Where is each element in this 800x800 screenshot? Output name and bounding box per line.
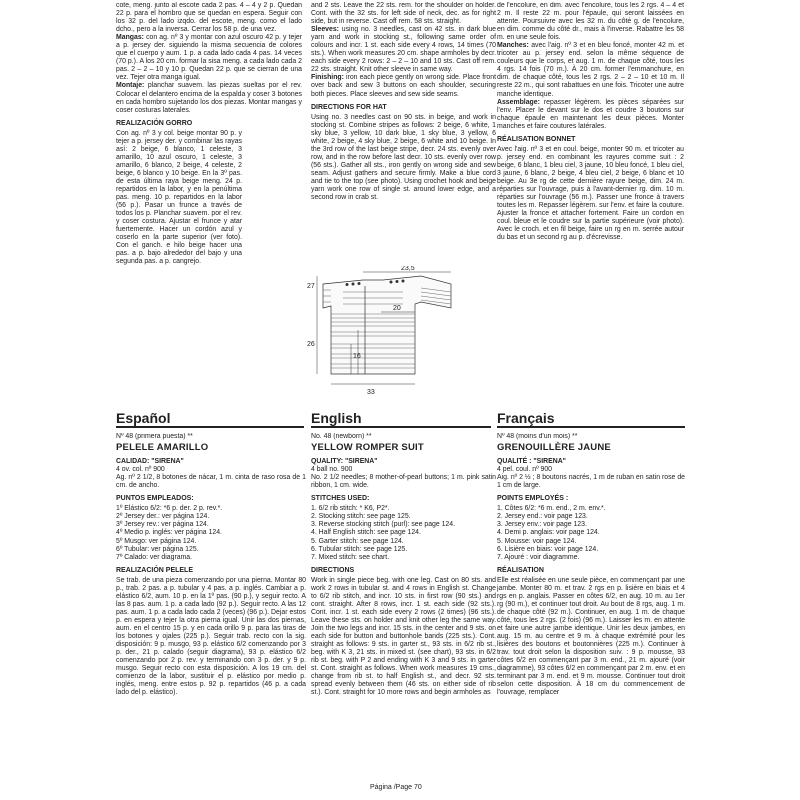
- fr-manches-text: avec l'aig. nº 3 et en bleu foncé, monter 42 m. et tricoter au p. jersey end. selon la même séquence de couleurs que le corps, et aug. 1 m. de chaque côté, tous les 4 rgs. 14 fois (70 m.). À 20 cm. former l'emmanchure, en dim. de chaque côté, tous les 2 rgs. 2 – 2 – 10 et 10 m. Il reste 22 m., qui sont rabattues en une fois. Tricoter une autre manche identique.: [497, 42, 684, 98]
- en-sleeves-text: using no. 3 needles, cast on 42 sts. in dark blue yarn and work in stocking st., following same order of colours and incr. 1 st. each side every 4 rows, 14 times (70 sts.). When work measures 20 cm. shape armholes by decr. each side every 2 rows: 2 – 2 – 10 and 10 sts. Cast off rem. 22 sts. straight. Knit other sleeve in same way.: [311, 26, 496, 74]
- page-footer: Página /Page 70: [370, 784, 422, 791]
- en-hat-text: Using no. 3 needles cast on 90 sts. in beige, and work in stocking st. Combine stripes as follows: 2 beige, 6 white, 1 sky blue, 3 yellow, 10 dark blue, 1 sky blue, 3 yellow, 6 white, 2 beige, 4 sky blue, 2 beige, 6 white and 10 beige. In the 3rd row of the last beige stripe, decr. 24 sts. evenly over row, and in the row before last decr. 10 sts. evenly over row (56 sts.). Gather all sts., iron gently on wrong side and sew seam. Adjust gathers and secure firmly. Make a blue cord and tie to the top (see photo). Using crochet hook and beige yarn work one row of single st. around lower edge, and a second row in crab st.: [311, 113, 496, 202]
- list-item: 4. Demi p. anglais: voir page 124.: [497, 529, 600, 537]
- fr-realisation-heading: RÉALISATION: [497, 566, 544, 574]
- dim-label-20: 20: [393, 305, 401, 312]
- top-spanish-column: [116, 2, 302, 386]
- es-puntos-heading: PUNTOS EMPLEADOS:: [116, 495, 194, 503]
- list-item: 5º Musgo: ver página 124.: [116, 537, 197, 545]
- dim-label-16: 16: [353, 353, 361, 360]
- list-item: 7. Ajouré : voir diagramme.: [497, 553, 580, 561]
- dim-label-23-5: 23,5: [401, 266, 415, 272]
- es-montaje-text: planchar suavem. las piezas sueltas por el rev. Colocar el delantero encima de la espalda y coser 3 botones en cada hombro sujetando los dos piezas. Montar mangas y coser costuras laterales.: [116, 82, 302, 114]
- top-english-column: [311, 2, 496, 230]
- dim-label-26: 26: [307, 341, 315, 348]
- es-puntos-list: [116, 505, 306, 561]
- list-item: 4º Medio p. inglés: ver página 124.: [116, 529, 222, 537]
- fr-assemblage-label: Assemblage:: [497, 98, 540, 106]
- list-item: 2. Stocking stitch: see page 125.: [311, 513, 411, 521]
- en-material: 4 ball no. 900 No. 2 1/2 needles; 8 mother-of-pearl buttons; 1 m. pink satin ribbon, 1 cm. wide.: [311, 466, 496, 490]
- fr-manches-label: Manches:: [497, 42, 529, 50]
- en-directions-heading: DIRECTIONS: [311, 566, 355, 574]
- en-pattern-number: No. 48 (newborn) **: [311, 433, 372, 440]
- en-finishing-text: iron each piece gently on wrong side. Place front over back and sew 3 buttons on each shoulder, securing both pieces. Place sleeves and sew side seams.: [311, 74, 496, 98]
- bottom-spanish-column: [116, 433, 306, 795]
- es-mangas-text: con ag. nº 3 y montar con azul oscuro 42 p. y tejer a p. jersey der. siguiendo la misma secuencia de colores que el cuerpo y aum. 1 p. a cada lado cada 4 pas. 14 veces (70 p.). A los 20 cm. formar la sisa meng. a cada lado cada 2 pas. 2 – 2 – 10 y 10 p. Quedan 22 p. que se cierran de una vez. Tejer otra manga igual.: [116, 34, 302, 82]
- bottom-english-column: [311, 433, 496, 785]
- fr-assemblage-text: repasser légèrem. les pièces séparées sur l'env. Placer le devant sur le dos et coudre 3 boutons sur chaque épaule en maintenant les deux pièces. Monter manches et faire coutures latérales.: [497, 98, 684, 130]
- list-item: 1. Côtes 6/2: *6 m. end., 2 m. env.*.: [497, 505, 606, 513]
- list-item: 4. Half English stitch: see page 124.: [311, 529, 421, 537]
- en-finishing-label: Finishing:: [311, 74, 344, 82]
- es-gorro-heading: REALIZACIÓN GORRO: [116, 119, 193, 127]
- bottom-french-column: [497, 433, 685, 795]
- es-gorro-text: Con ag. nº 3 y col. beige montar 90 p. y tejer a p. jersey der. y combinar las rayas así: 2 beige, 6 blanco, 1 celeste, 3 amarillo, 10 azul oscuro, 1 celeste, 3 amarillo, 6 blanco, 2 beige, 4 celeste, 2 beige, 6 blanco y 10 beige. En la 3º pas. de esta última raya beige meng. 24 p. repartidos en la labor, y en la penúltima pas. meng. 10 p. repartidos en la labor (56 p.). Pasar un frunce a través de todos los p. Planchar suavem. por el rev. y coser costura. Ajustar el frunce y atar fuertemente. Hacer un cordón azul y coserlo en la parte superior (ver foto). Con el ganch. e hilo beige hacer una pas. a p. bajo alrededor del bajo y una segunda pas. a p. cangrejo.: [116, 129, 242, 266]
- fr-bonnet-heading: RÉALISATION BONNET: [497, 135, 576, 143]
- list-item: 1º Elástico 6/2: *6 p. der. 2 p. rev.*.: [116, 505, 223, 513]
- es-mangas-label: Mangas:: [116, 34, 144, 42]
- fr-intro: de l'encolure, en dim. avec l'encolure, tous les 2 rgs. 4 – 4 et 2 m. Il reste 22 m. pour l'épaule, qui seront laissées en attente. Poursuivre avec les 32 m. du côté g. de l'encolure, en dim. comme du côté dr., mais à l'inverse. Rabattre les 58 m. en une seule fois.: [497, 2, 684, 42]
- list-item: 6. Tubular stitch: see page 125.: [311, 545, 408, 553]
- list-item: 5. Mousse: voir page 124.: [497, 537, 577, 545]
- rule-english: [311, 426, 491, 428]
- heading-espanol: Español: [116, 410, 171, 426]
- list-item: 3. Reverse stocking stitch (purl): see page 124.: [311, 521, 456, 529]
- fr-material: 4 pel. coul. nº 900 Aig. nº 2 ½ ; 8 boutons nacrés, 1 m de ruban en satin rose de 1 cm de large.: [497, 466, 685, 490]
- en-pattern-title: YELLOW ROMPER SUIT: [311, 442, 424, 454]
- list-item: 5. Garter stitch: see page 124.: [311, 537, 404, 545]
- es-intro: cote, meng. junto al escote cada 2 pas. 4 – 4 y 2 p. Quedan 22 p. para el hombro que se quedan en espera. Seguir con los 32 p. del lado izqdo. del escote, meng. como el lado dcho., pero a la inversa. Cerrar los 58 p. de una vez.: [116, 2, 302, 34]
- heading-english: English: [311, 410, 362, 426]
- list-item: 2º Jersey der.: ver página 124.: [116, 513, 210, 521]
- en-directions-text: Work in single piece beg. with one leg. Cast on 80 sts. and work 2 rows in tubular st. and 4 rows in English st. Change to 6/2 rib stitch, and incr. 10 sts. in first row (90 sts.) and cont. straight. After 8 rows, incr. 1 st. each side (92 sts.). Cont. incr. 1 st. each side every 2 rows (2 times) (96 sts.). Leave these sts. on holder and knit other leg the same way. Join the two legs and incr. 15 sts. in the center and 9 sts. on each side for button and buttonhole bands (225 sts.). Cont. straight as follows: 9 sts. in garter st., 93 sts. in 6/2 rib st., beg. with K 3, 21 sts. in mixed st. (see chart), 93 sts. in 6/2 rib st. beg. with P 2 and ending with K 3 and 9 sts. in garter st. Cont. straight as follows. When work measures 19 cms., change from rib st. to half English st., and decr. 92 sts. spread evenly between them (46 sts. on either side of rib st.). Cont. straight for 10 more rows and begin armholes as: [311, 576, 496, 697]
- es-calidad: CALIDAD: "SIRENA": [116, 458, 184, 466]
- en-hat-heading: DIRECTIONS FOR HAT: [311, 103, 387, 111]
- es-realizacion-text: Se trab. de una pieza comenzando por una pierna. Montar 80 p., trab. 2 pas. a p. tubular y 4 pas. a p. inglés. Cambiar a p. elástico 6/2, aum. 10 p. en la 1º pas. (90 p.), y seguir recto. A las 8 pas. aum. 1 p. a cada lado (92 p.). Seguir recto. A las 12 pas. aum. 1 p. a cada lado cada 2 (veces) (96 p.). Dejar estos p. en espera y tejer la otra pierna igual. Unir las dos piernas, aum. en el centro 15 p. y en cada orillo 9 p. para las tiras de los botones y ojales (225 p.). Seguir trab. recto con la sig. disposición: 9 p. musgo, 93 p. elástico 6/2 comenzando por 3 p. der., 21 p. calado (seguir diagrama), 93 p. elástico 6/2 comenzando por 2 p. rev. y terminando con 3 p. der. y 9 p. musgo. Seguir recto con esta disposición. A los 19 cm. del comienzo de la labor, sustituir el p. elástico por medio p. inglés, meng. entre estos p. 92 p. repartidos (46 p. a cada lado del p. elástico).: [116, 576, 306, 697]
- fr-realisation-text: Elle est réalisée en une seule pièce, en commençant par une jambe. Monter 80 m. et trav. 2 rgs en p. lisière en biais et 4 rgs en p. anglais. Passer en côtes 6/2, en aug. 10 m. au 1er rg (90 m.), et continuer tout droit. Au bout de 8 rgs, aug. 1 m. de chaque côté (92 m.). Continuer, en aug. 1 m. de chaque côté, tous les 2 rgs. (2 fois) (96 m.). Laisser les m. en attente et faire une autre jambe identique. Unir les deux jambes, en aug. 15 m. au centre et 9 m. à chaque extrémité pour les lisières des boutons et boutonnières (225 m.). Continuer à trav. tout droit selon la disposition suiv. : 9 p. mousse, 93 côtes 6/2 en commençant par 3 m. end., 21 m. ajouré (voir diagramme), 93 côtes 6/2 en commençant par 2 m. env. et en terminant par 3 m. end. et 9 m. mousse. Continuer tout droit selon cette disposition. À 18 cm du commencement de l'ouvrage, remplacer: [497, 576, 685, 697]
- list-item: 7. Mixed stitch: see chart.: [311, 553, 390, 561]
- en-stitches-heading: STITCHES USED:: [311, 495, 370, 503]
- list-item: 7º Calado: ver diagrama.: [116, 553, 193, 561]
- rule-espanol: [116, 426, 304, 428]
- dim-label-33: 33: [367, 389, 375, 396]
- fr-points-list: [497, 505, 685, 561]
- es-pattern-title: PELELE AMARILLO: [116, 442, 209, 454]
- fr-pattern-number: Nº 48 (moins d'un mois) **: [497, 433, 578, 440]
- dim-label-27: 27: [307, 283, 315, 290]
- sweater-schematic-diagram: [303, 266, 453, 396]
- sweater-body: [323, 276, 451, 374]
- list-item: 6. Lisière en biais: voir page 124.: [497, 545, 599, 553]
- en-quality: QUALITY: "SIRENA": [311, 458, 378, 466]
- en-stitches-list: [311, 505, 496, 561]
- es-material: 4 ov. col. nº 900 Ag. nº 2 1/2, 8 botones de nácar, 1 m. cinta de raso rosa de 1 cm. de ancho.: [116, 466, 306, 490]
- list-item: 3. Jersey env.: voir page 123.: [497, 521, 587, 529]
- es-realizacion-heading: REALIZACIÓN PELELE: [116, 566, 194, 574]
- heading-francais: Français: [497, 410, 555, 426]
- fr-bonnet-text: Avec l'aig. nº 3 et en coul. beige, monter 90 m. et tricoter au p. jersey end. en combinant les rayures comme suit : 2 beige, 6 blanc, 1 bleu ciel, 3 jaune, 10 bleu foncé, 1 bleu ciel, 3 jaune, 6 blanc, 2 beige, 4 bleu ciel, 2 beige, 6 blanc et 10 beige. Au 3e rg de cette dernière rayure beige, dim. 24 m. réparties sur l'ouvrage, puis à l'avant-dernier rg. dim. 10 m. réparties sur l'ouvrage (56 m.). Passer une fronce à travers toutes les m. Repasser légèrem. sur l'env. et faire la couture. Ajuster la fronce et attacher fortement. Faire un cordon en coul. bleue et le coudre sur la partie supérieure (voir photo). Avec le croch. et en fil beige, faire un rg en m. serrée autour du bas et un second rg au p. d'écrevisse.: [497, 145, 684, 242]
- en-sleeves-label: Sleeves:: [311, 26, 339, 34]
- list-item: 6º Tubular: ver página 125.: [116, 545, 199, 553]
- list-item: 3º Jersey rev.: ver página 124.: [116, 521, 209, 529]
- list-item: 1. 6/2 rib stitch: * K6, P2*.: [311, 505, 390, 513]
- top-french-column: [497, 2, 684, 386]
- fr-points-heading: POINTS EMPLOYÉS :: [497, 495, 569, 503]
- es-pattern-number: Nº 48 (primera puesta) **: [116, 433, 193, 440]
- fr-pattern-title: GRENOUILLÈRE JAUNE: [497, 442, 611, 454]
- list-item: 2. Jersey end.: voir page 123.: [497, 513, 588, 521]
- rule-francais: [497, 426, 685, 428]
- en-intro: and 2 sts. Leave the 22 sts. rem. for the shoulder on holder. Cont. with the 32 sts. for left side of neck, dec. as for right side, but in reverse. Cast off rem. 58 sts. straight.: [311, 2, 496, 26]
- fr-qualite: QUALITÉ : "SIRENA": [497, 458, 566, 466]
- es-montaje-label: Montaje:: [116, 82, 145, 90]
